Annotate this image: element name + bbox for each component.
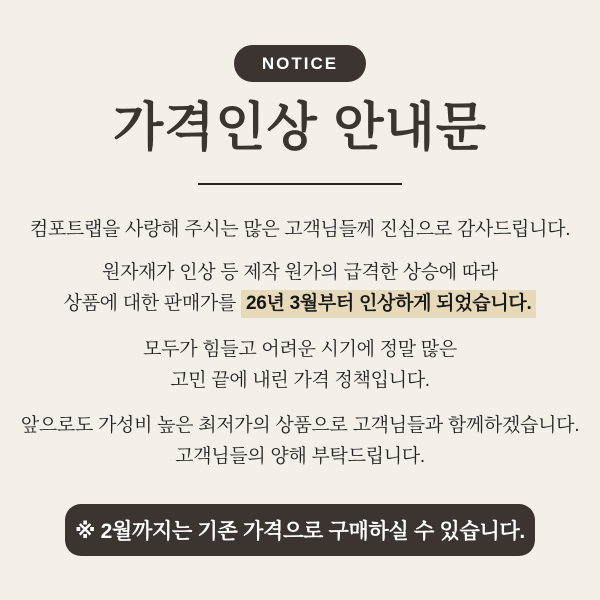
footer-notice-text: ※ 2월까지는 기존 가격으로 구매하실 수 있습니다. [75,520,525,543]
paragraph-promise-line2: 고객님들의 양해 부탁드립니다. [175,446,425,467]
notice-badge: NOTICE [234,45,366,82]
paragraph-promise-line1: 앞으로도 가성비 높은 최저가의 상품으로 고객님들과 함께하겠습니다. [20,415,580,436]
title-divider [198,183,402,185]
paragraph-increase [64,257,537,319]
paragraph-promise [21,410,579,472]
paragraph-greeting: 컴포트랩을 사랑해 주시는 많은 고객님들께 진심으로 감사드립니다. [29,219,571,240]
paragraph-increase-line1: 원자재가 인상 등 제작 원가의 급격한 상승에 따라 [102,262,498,283]
price-increase-highlight: 26년 3월부터 인상하게 되었습니다. [241,290,536,318]
paragraph-increase-line2-prefix: 상품에 대한 판매가를 [63,293,241,314]
footer-notice-box [65,504,535,556]
paragraph-policy [143,334,457,396]
page-title: 가격인상 안내문 [112,99,488,157]
paragraph-policy-line1: 모두가 힘들고 어려운 시기에 정말 많은 [143,339,457,360]
paragraph-policy-line2: 고민 끝에 내린 가격 정책입니다. [170,370,430,391]
